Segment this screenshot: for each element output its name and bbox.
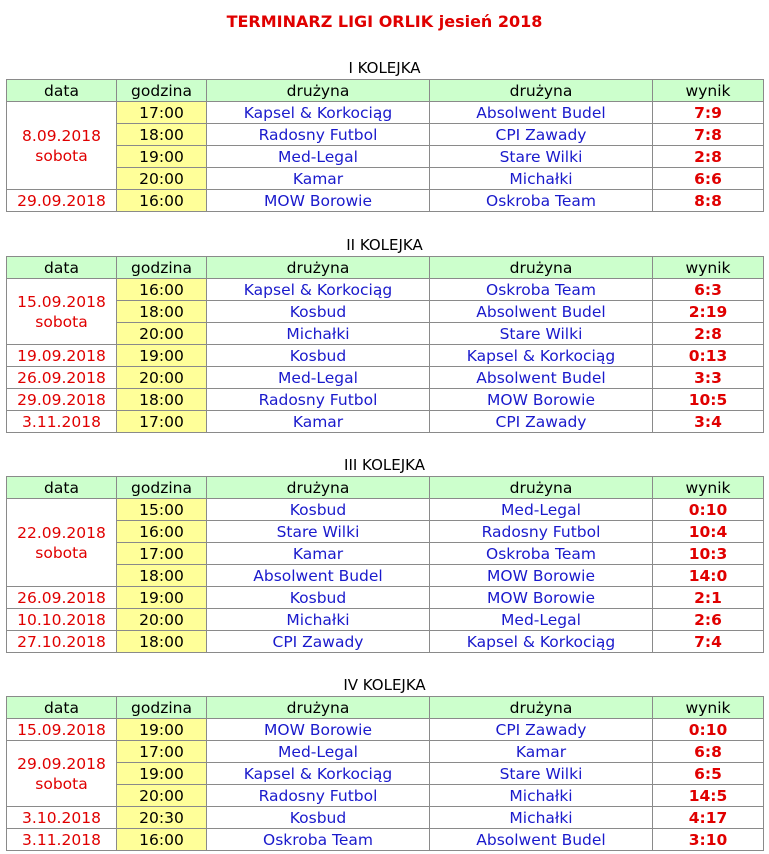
away-team: MOW Borowie [430, 389, 653, 411]
away-team: Oskroba Team [430, 279, 653, 301]
match-result: 7:9 [653, 102, 764, 124]
match-date-cell [7, 389, 117, 411]
match-result: 8:8 [653, 190, 764, 212]
match-date: 15.09.2018 [17, 720, 106, 739]
home-team: Kamar [207, 411, 430, 433]
away-team: Michałki [430, 785, 653, 807]
home-team: Kosbud [207, 345, 430, 367]
match-result: 6:8 [653, 741, 764, 763]
match-result: 3:4 [653, 411, 764, 433]
header-team-home: drużyna [207, 257, 430, 279]
fixtures-table [6, 476, 764, 653]
match-time: 18:00 [117, 631, 207, 653]
match-date: 27.10.2018 [17, 632, 106, 651]
match-result: 2:6 [653, 609, 764, 631]
header-result: wynik [653, 477, 764, 499]
table-row [7, 807, 764, 829]
match-time: 16:00 [117, 279, 207, 301]
home-team: Kosbud [207, 807, 430, 829]
home-team: Med-Legal [207, 146, 430, 168]
match-result: 6:6 [653, 168, 764, 190]
match-date: 29.09.2018 [17, 390, 106, 409]
table-row [7, 146, 764, 168]
match-time: 18:00 [117, 301, 207, 323]
header-team-away: drużyna [430, 477, 653, 499]
away-team: Kamar [430, 741, 653, 763]
away-team: CPI Zawady [430, 719, 653, 741]
match-result: 14:5 [653, 785, 764, 807]
match-result: 4:17 [653, 807, 764, 829]
table-row [7, 521, 764, 543]
table-row [7, 168, 764, 190]
fixtures-table [6, 696, 764, 851]
match-date: 10.10.2018 [17, 610, 106, 629]
match-date: 3.11.2018 [22, 412, 101, 431]
match-date-cell [7, 587, 117, 609]
away-team: Absolwent Budel [430, 829, 653, 851]
round-section [0, 674, 769, 851]
match-date-cell [7, 741, 117, 807]
match-weekday: sobota [35, 312, 88, 331]
header-team-home: drużyna [207, 477, 430, 499]
match-result: 2:1 [653, 587, 764, 609]
away-team: Med-Legal [430, 609, 653, 631]
match-result: 0:10 [653, 719, 764, 741]
away-team: Med-Legal [430, 499, 653, 521]
away-team: Michałki [430, 807, 653, 829]
match-weekday: sobota [35, 543, 88, 562]
fixtures-table [6, 256, 764, 433]
home-team: Kapsel & Korkociąg [207, 279, 430, 301]
match-time: 20:00 [117, 785, 207, 807]
home-team: Radosny Futbol [207, 124, 430, 146]
match-time: 19:00 [117, 719, 207, 741]
round-title: I KOLEJKA [348, 59, 421, 77]
table-row [7, 587, 764, 609]
home-team: Radosny Futbol [207, 389, 430, 411]
home-team: Michałki [207, 323, 430, 345]
match-time: 17:00 [117, 102, 207, 124]
fixtures-table [6, 79, 764, 212]
table-header-row [7, 477, 764, 499]
home-team: CPI Zawady [207, 631, 430, 653]
table-row [7, 323, 764, 345]
match-date: 26.09.2018 [17, 368, 106, 387]
match-time: 17:00 [117, 543, 207, 565]
round-section [0, 234, 769, 433]
table-row [7, 367, 764, 389]
home-team: Absolwent Budel [207, 565, 430, 587]
match-time: 20:30 [117, 807, 207, 829]
match-time: 16:00 [117, 829, 207, 851]
table-row [7, 411, 764, 433]
header-time: godzina [117, 80, 207, 102]
match-time: 18:00 [117, 389, 207, 411]
header-date: data [7, 257, 117, 279]
table-row [7, 609, 764, 631]
home-team: Med-Legal [207, 367, 430, 389]
table-row [7, 279, 764, 301]
away-team: CPI Zawady [430, 124, 653, 146]
match-date-cell [7, 719, 117, 741]
match-result: 0:13 [653, 345, 764, 367]
match-date-cell [7, 367, 117, 389]
match-time: 19:00 [117, 345, 207, 367]
home-team: Kapsel & Korkociąg [207, 763, 430, 785]
match-time: 15:00 [117, 499, 207, 521]
match-time: 18:00 [117, 565, 207, 587]
match-date: 22.09.2018 [17, 523, 106, 542]
match-result: 2:8 [653, 323, 764, 345]
table-row [7, 829, 764, 851]
table-row [7, 190, 764, 212]
match-date-cell [7, 499, 117, 587]
match-date: 3.10.2018 [22, 808, 101, 827]
away-team: MOW Borowie [430, 587, 653, 609]
match-time: 17:00 [117, 741, 207, 763]
home-team: Kamar [207, 168, 430, 190]
table-row [7, 102, 764, 124]
table-row [7, 543, 764, 565]
home-team: Kosbud [207, 301, 430, 323]
match-time: 19:00 [117, 587, 207, 609]
table-row [7, 499, 764, 521]
away-team: Absolwent Budel [430, 367, 653, 389]
table-row [7, 301, 764, 323]
match-date-cell [7, 807, 117, 829]
away-team: Kapsel & Korkociąg [430, 631, 653, 653]
header-result: wynik [653, 257, 764, 279]
match-date-cell [7, 102, 117, 190]
table-header-row [7, 80, 764, 102]
match-date: 15.09.2018 [17, 292, 106, 311]
table-row [7, 389, 764, 411]
match-result: 2:8 [653, 146, 764, 168]
match-time: 19:00 [117, 763, 207, 785]
match-date: 3.11.2018 [22, 830, 101, 849]
home-team: Med-Legal [207, 741, 430, 763]
header-team-away: drużyna [430, 257, 653, 279]
match-date-cell [7, 631, 117, 653]
table-row [7, 719, 764, 741]
match-weekday: sobota [35, 774, 88, 793]
home-team: MOW Borowie [207, 190, 430, 212]
match-result: 7:8 [653, 124, 764, 146]
match-date: 8.09.2018 [22, 126, 101, 145]
table-row [7, 565, 764, 587]
table-row [7, 763, 764, 785]
match-date: 19.09.2018 [17, 346, 106, 365]
away-team: CPI Zawady [430, 411, 653, 433]
header-date: data [7, 80, 117, 102]
match-time: 16:00 [117, 521, 207, 543]
away-team: Absolwent Budel [430, 102, 653, 124]
table-header-row [7, 257, 764, 279]
round-section [0, 57, 769, 212]
round-title: IV KOLEJKA [343, 676, 426, 694]
match-result: 3:10 [653, 829, 764, 851]
home-team: Kapsel & Korkociąg [207, 102, 430, 124]
match-time: 20:00 [117, 168, 207, 190]
match-time: 20:00 [117, 367, 207, 389]
header-team-away: drużyna [430, 697, 653, 719]
round-section [0, 454, 769, 653]
match-date-cell [7, 609, 117, 631]
page-title: TERMINARZ LIGI ORLIK jesień 2018 [226, 12, 543, 31]
away-team: Stare Wilki [430, 323, 653, 345]
match-time: 20:00 [117, 609, 207, 631]
away-team: Stare Wilki [430, 146, 653, 168]
match-result: 10:4 [653, 521, 764, 543]
table-row [7, 124, 764, 146]
home-team: Kosbud [207, 587, 430, 609]
away-team: Stare Wilki [430, 763, 653, 785]
header-time: godzina [117, 477, 207, 499]
away-team: Kapsel & Korkociąg [430, 345, 653, 367]
match-date: 29.09.2018 [17, 191, 106, 210]
header-date: data [7, 477, 117, 499]
match-result: 0:10 [653, 499, 764, 521]
match-result: 10:5 [653, 389, 764, 411]
table-header-row [7, 697, 764, 719]
match-date: 29.09.2018 [17, 754, 106, 773]
table-row [7, 741, 764, 763]
header-team-home: drużyna [207, 80, 430, 102]
match-result: 6:5 [653, 763, 764, 785]
header-time: godzina [117, 257, 207, 279]
match-result: 14:0 [653, 565, 764, 587]
home-team: Kamar [207, 543, 430, 565]
match-time: 17:00 [117, 411, 207, 433]
home-team: MOW Borowie [207, 719, 430, 741]
match-date-cell [7, 279, 117, 345]
match-result: 3:3 [653, 367, 764, 389]
match-date-cell [7, 411, 117, 433]
away-team: Absolwent Budel [430, 301, 653, 323]
header-date: data [7, 697, 117, 719]
home-team: Oskroba Team [207, 829, 430, 851]
home-team: Michałki [207, 609, 430, 631]
home-team: Radosny Futbol [207, 785, 430, 807]
match-date-cell [7, 829, 117, 851]
away-team: Michałki [430, 168, 653, 190]
match-result: 10:3 [653, 543, 764, 565]
match-result: 2:19 [653, 301, 764, 323]
match-date-cell [7, 345, 117, 367]
match-time: 16:00 [117, 190, 207, 212]
header-result: wynik [653, 80, 764, 102]
match-weekday: sobota [35, 146, 88, 165]
round-title: II KOLEJKA [346, 236, 423, 254]
away-team: Oskroba Team [430, 543, 653, 565]
match-time: 20:00 [117, 323, 207, 345]
header-team-home: drużyna [207, 697, 430, 719]
home-team: Kosbud [207, 499, 430, 521]
header-time: godzina [117, 697, 207, 719]
away-team: Oskroba Team [430, 190, 653, 212]
table-row [7, 631, 764, 653]
away-team: MOW Borowie [430, 565, 653, 587]
match-result: 6:3 [653, 279, 764, 301]
match-time: 18:00 [117, 124, 207, 146]
table-row [7, 785, 764, 807]
table-row [7, 345, 764, 367]
round-title: III KOLEJKA [344, 456, 425, 474]
match-date: 26.09.2018 [17, 588, 106, 607]
away-team: Radosny Futbol [430, 521, 653, 543]
header-result: wynik [653, 697, 764, 719]
header-team-away: drużyna [430, 80, 653, 102]
match-date-cell [7, 190, 117, 212]
match-result: 7:4 [653, 631, 764, 653]
match-time: 19:00 [117, 146, 207, 168]
home-team: Stare Wilki [207, 521, 430, 543]
